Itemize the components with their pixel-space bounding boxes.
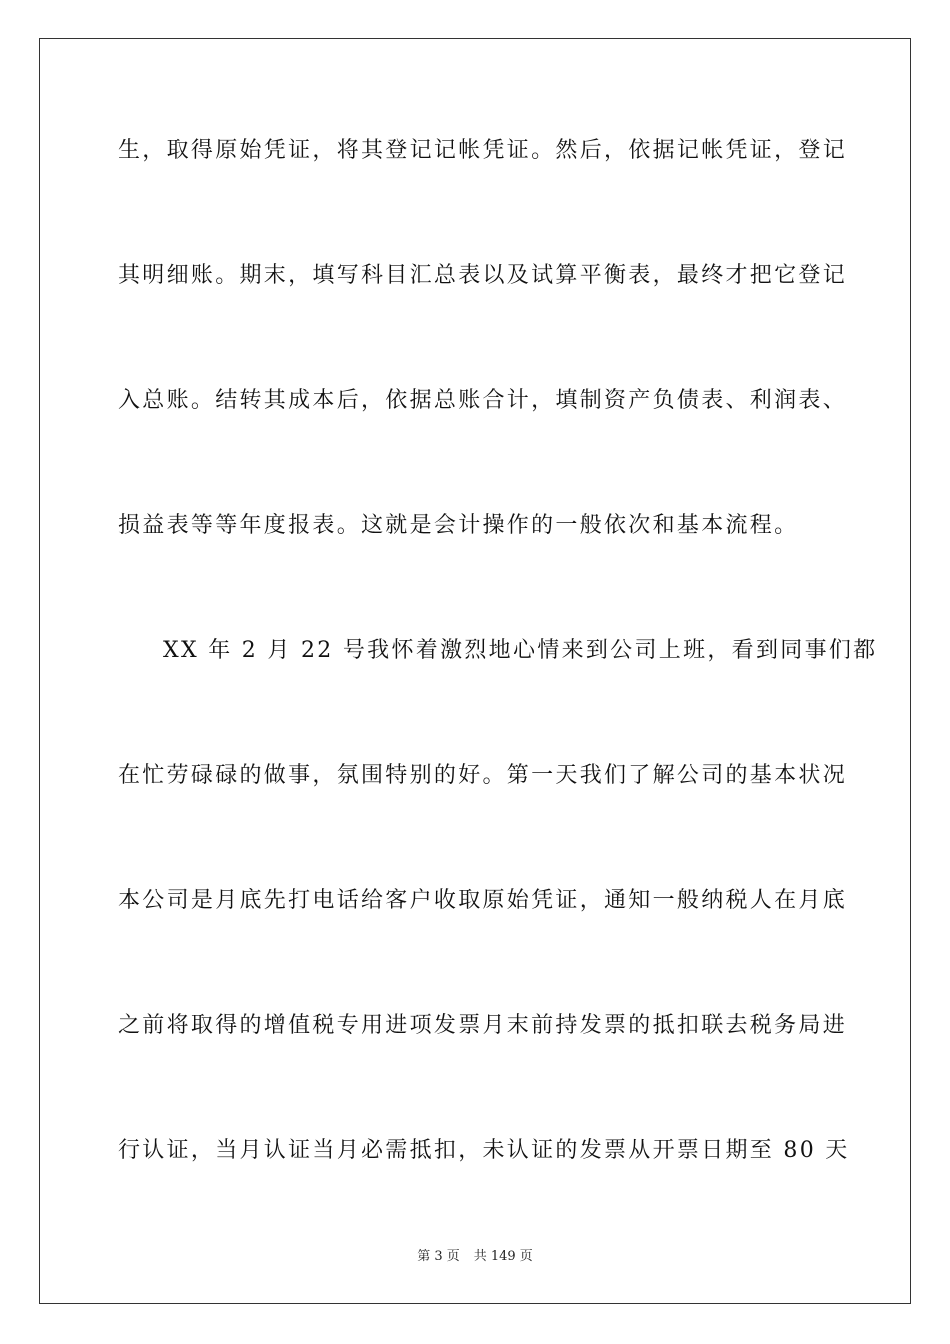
text-line: 本公司是月底先打电话给客户收取原始凭证，通知一般纳税人在月底 [118,888,848,913]
paragraph-first-line: XX 年 2 月 22 号我怀着激烈地心情来到公司上班，看到同事们都 [163,638,878,663]
text-line: 其明细账。期末，填写科目汇总表以及试算平衡表，最终才把它登记 [118,263,848,288]
text-line: 入总账。结转其成本后，依据总账合计，填制资产负债表、利润表、 [118,388,848,413]
text-line: 在忙劳碌碌的做事，氛围特别的好。第一天我们了解公司的基本状况 [118,763,848,788]
total-pages: 共 149 页 [473,1249,533,1264]
text-line: 生，取得原始凭证，将其登记记帐凭证。然后，依据记帐凭证，登记 [118,138,848,163]
text-line: 之前将取得的增值税专用进项发票月末前持发票的抵扣联去税务局进 [118,1013,848,1038]
text-line: 行认证，当月认证当月必需抵扣，未认证的发票从开票日期至 80 天 [118,1138,850,1163]
page-border [39,38,911,1304]
page-number: 第 3 页 [417,1249,460,1264]
page-footer [0,1249,950,1265]
text-line: 损益表等等年度报表。这就是会计操作的一般依次和基本流程。 [118,513,799,538]
